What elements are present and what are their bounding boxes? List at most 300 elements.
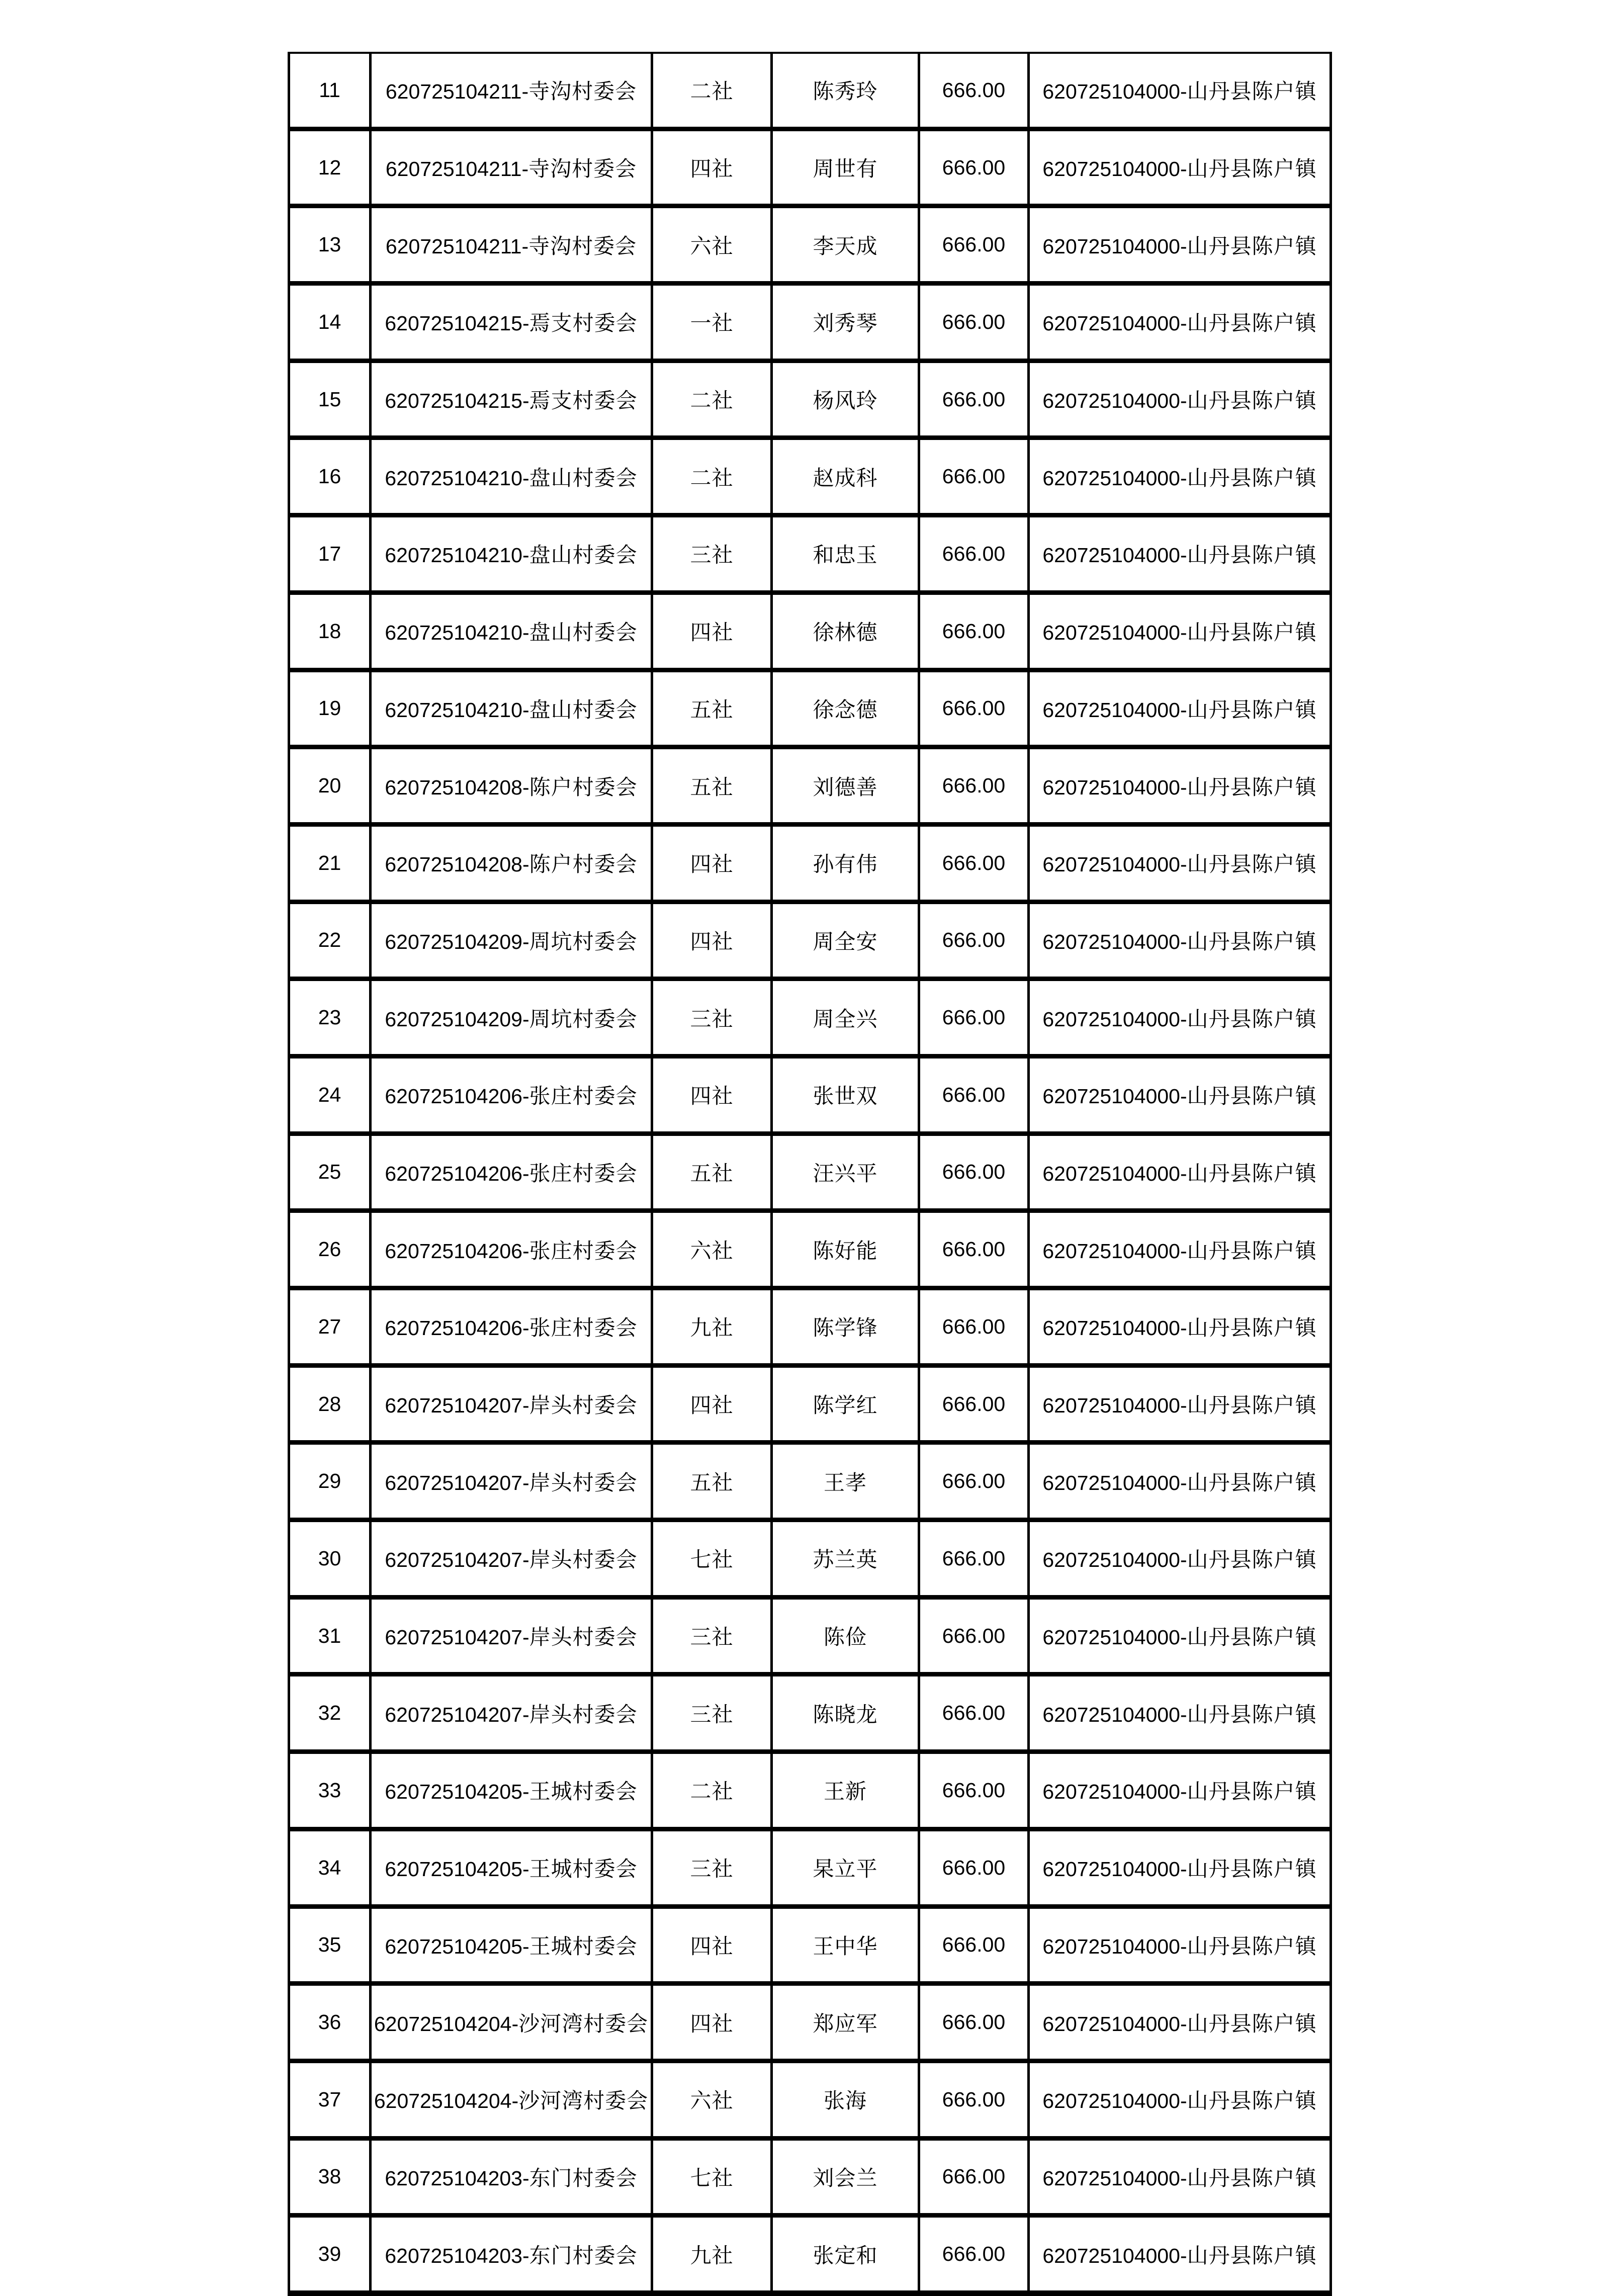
row-number: 11 — [319, 78, 340, 102]
village-cell — [371, 284, 652, 361]
town-code: 620725104000- — [1042, 1239, 1187, 1263]
person-name: 徐林德 — [813, 622, 878, 645]
village-name: 寺沟村委会 — [528, 235, 637, 258]
town-cell — [1029, 1211, 1331, 1288]
table-row — [289, 284, 1331, 361]
amount-cell — [919, 1520, 1029, 1598]
row-number-cell — [289, 361, 371, 438]
group-label: 二社 — [690, 467, 734, 490]
amount-value: 666.00 — [942, 1392, 1006, 1416]
town-code: 620725104000- — [1042, 1471, 1187, 1494]
village-cell — [371, 53, 652, 129]
village-cell — [371, 129, 652, 206]
village-cell — [371, 361, 652, 438]
table-row — [289, 515, 1331, 593]
town-cell — [1029, 1752, 1331, 1829]
person-name-cell — [772, 1520, 919, 1598]
town-cell — [1029, 1288, 1331, 1366]
village-code: 620725104215- — [385, 312, 529, 335]
village-code: 620725104211- — [385, 80, 529, 104]
row-number-cell — [289, 1829, 371, 1906]
amount-value: 666.00 — [942, 2010, 1006, 2034]
person-name-cell — [772, 53, 919, 129]
town-name: 山丹县陈户镇 — [1187, 1935, 1317, 1959]
group-cell — [652, 1906, 772, 1984]
table-row — [289, 53, 1331, 129]
person-name-cell — [772, 361, 919, 438]
group-label: 五社 — [690, 1162, 734, 1186]
village-name: 盘山村委会 — [529, 698, 638, 722]
group-label: 七社 — [690, 2167, 734, 2190]
village-name: 周坑村委会 — [529, 1008, 638, 1031]
person-name-cell — [772, 515, 919, 593]
amount-value: 666.00 — [942, 78, 1006, 102]
town-name: 山丹县陈户镇 — [1187, 544, 1317, 568]
row-number: 34 — [318, 1856, 341, 1879]
table-row — [289, 2061, 1331, 2138]
village-cell — [371, 902, 652, 979]
amount-cell — [919, 2061, 1029, 2138]
town-name: 山丹县陈户镇 — [1187, 1858, 1317, 1882]
person-name-cell — [772, 2216, 919, 2293]
town-code: 620725104000- — [1042, 2166, 1187, 2190]
row-number-cell — [289, 129, 371, 206]
town-name: 山丹县陈户镇 — [1187, 1549, 1317, 1572]
amount-cell — [919, 284, 1029, 361]
amount-cell — [919, 2216, 1029, 2293]
village-name: 岸头村委会 — [529, 1549, 638, 1572]
table-row — [289, 1674, 1331, 1752]
group-cell — [652, 515, 772, 593]
village-cell — [371, 438, 652, 515]
village-code: 620725104205- — [385, 1858, 529, 1881]
village-code: 620725104210- — [385, 544, 529, 567]
person-name: 陈学红 — [813, 1394, 878, 1418]
group-cell — [652, 1365, 772, 1443]
row-number-cell — [289, 206, 371, 284]
row-number-cell — [289, 902, 371, 979]
town-cell — [1029, 670, 1331, 747]
town-cell — [1029, 2061, 1331, 2138]
group-label: 四社 — [690, 158, 734, 182]
amount-value: 666.00 — [942, 2242, 1006, 2266]
town-cell — [1029, 2216, 1331, 2293]
group-cell — [652, 1829, 772, 1906]
row-number: 24 — [318, 1083, 341, 1106]
row-number: 35 — [318, 1933, 341, 1957]
person-name: 张定和 — [813, 2244, 878, 2268]
person-name-cell — [772, 1288, 919, 1366]
table-row — [289, 902, 1331, 979]
group-label: 四社 — [690, 1085, 734, 1109]
amount-value: 666.00 — [942, 1083, 1006, 1106]
amount-cell — [919, 361, 1029, 438]
town-code: 620725104000- — [1042, 1858, 1187, 1881]
town-name: 山丹县陈户镇 — [1187, 80, 1317, 104]
person-name-cell — [772, 1133, 919, 1211]
amount-value: 666.00 — [942, 696, 1006, 720]
town-name: 山丹县陈户镇 — [1187, 1317, 1317, 1341]
person-name-cell — [772, 1752, 919, 1829]
village-code: 620725104205- — [385, 1780, 529, 1804]
person-name: 和忠玉 — [813, 544, 878, 568]
village-name: 周坑村委会 — [529, 930, 638, 954]
person-name: 刘会兰 — [813, 2167, 878, 2190]
group-label: 六社 — [690, 235, 734, 258]
village-cell — [371, 592, 652, 670]
group-label: 六社 — [690, 1240, 734, 1263]
amount-cell — [919, 670, 1029, 747]
table-row — [289, 824, 1331, 902]
person-name: 李天成 — [813, 235, 878, 258]
town-cell — [1029, 1133, 1331, 1211]
amount-cell — [919, 2138, 1029, 2216]
table-row — [289, 1984, 1331, 2061]
village-name: 东门村委会 — [529, 2244, 638, 2268]
town-code: 620725104000- — [1042, 157, 1187, 181]
row-number: 29 — [318, 1469, 341, 1493]
village-cell — [371, 747, 652, 825]
town-cell — [1029, 747, 1331, 825]
group-cell — [652, 1443, 772, 1520]
row-number: 31 — [318, 1624, 341, 1647]
group-cell — [652, 2061, 772, 2138]
town-cell — [1029, 1674, 1331, 1752]
town-name: 山丹县陈户镇 — [1187, 158, 1317, 182]
person-name-cell — [772, 747, 919, 825]
village-name: 寺沟村委会 — [528, 158, 637, 182]
table-row — [289, 361, 1331, 438]
village-name: 陈户村委会 — [529, 853, 638, 877]
group-cell — [652, 361, 772, 438]
town-name: 山丹县陈户镇 — [1187, 1471, 1317, 1495]
table-row — [289, 2138, 1331, 2216]
person-name-cell — [772, 2138, 919, 2216]
table-row — [289, 1520, 1331, 1598]
row-number: 18 — [318, 619, 341, 643]
village-cell — [371, 979, 652, 1056]
group-label: 六社 — [690, 2090, 734, 2113]
group-label: 五社 — [690, 1471, 734, 1495]
town-code: 620725104000- — [1042, 1316, 1187, 1340]
town-code: 620725104000- — [1042, 930, 1187, 953]
row-number-cell — [289, 979, 371, 1056]
village-cell — [371, 1829, 652, 1906]
town-name: 山丹县陈户镇 — [1187, 1626, 1317, 1650]
group-cell — [652, 670, 772, 747]
group-cell — [652, 1752, 772, 1829]
village-cell — [371, 515, 652, 593]
person-name-cell — [772, 1597, 919, 1674]
person-name: 赵成科 — [813, 467, 878, 490]
row-number-cell — [289, 592, 371, 670]
person-name-cell — [772, 129, 919, 206]
table-row — [289, 1133, 1331, 1211]
table-row — [289, 129, 1331, 206]
table-row — [289, 438, 1331, 515]
town-cell — [1029, 1443, 1331, 1520]
amount-value: 666.00 — [942, 465, 1006, 488]
row-number: 17 — [318, 542, 341, 565]
town-cell — [1029, 1056, 1331, 1133]
row-number: 19 — [318, 696, 341, 720]
amount-value: 666.00 — [942, 1933, 1006, 1957]
village-code: 620725104203- — [385, 2244, 529, 2267]
village-code: 620725104215- — [385, 389, 529, 413]
group-cell — [652, 129, 772, 206]
town-name: 山丹县陈户镇 — [1187, 1394, 1317, 1418]
group-cell — [652, 824, 772, 902]
village-name: 东门村委会 — [529, 2167, 638, 2190]
amount-value: 666.00 — [942, 1469, 1006, 1493]
subsidy-table — [288, 52, 1332, 2296]
town-code: 620725104000- — [1042, 312, 1187, 335]
table-row — [289, 1365, 1331, 1443]
town-code: 620725104000- — [1042, 1548, 1187, 1572]
town-code: 620725104000- — [1042, 1703, 1187, 1726]
person-name: 王孝 — [823, 1471, 867, 1495]
town-name: 山丹县陈户镇 — [1187, 2244, 1317, 2268]
amount-cell — [919, 1906, 1029, 1984]
group-label: 二社 — [690, 80, 734, 104]
village-code: 620725104208- — [385, 775, 529, 799]
group-label: 三社 — [690, 1008, 734, 1031]
town-name: 山丹县陈户镇 — [1187, 2012, 1317, 2036]
town-code: 620725104000- — [1042, 466, 1187, 490]
group-label: 三社 — [690, 1858, 734, 1882]
village-name: 王城村委会 — [529, 1935, 638, 1959]
row-number-cell — [289, 1674, 371, 1752]
village-name: 沙河湾村委会 — [518, 2012, 649, 2036]
village-code: 620725104206- — [385, 1316, 529, 1340]
person-name: 杲立平 — [813, 1858, 878, 1882]
town-cell — [1029, 2138, 1331, 2216]
row-number: 37 — [318, 2087, 341, 2111]
row-number: 21 — [318, 851, 341, 874]
amount-cell — [919, 902, 1029, 979]
group-label: 三社 — [690, 1626, 734, 1650]
row-number: 30 — [318, 1546, 341, 1570]
row-number-cell — [289, 1288, 371, 1366]
amount-value: 666.00 — [942, 1006, 1006, 1029]
row-number: 39 — [318, 2242, 341, 2266]
group-label: 五社 — [690, 698, 734, 722]
person-name-cell — [772, 670, 919, 747]
row-number-cell — [289, 2061, 371, 2138]
amount-value: 666.00 — [942, 1546, 1006, 1570]
town-name: 山丹县陈户镇 — [1187, 312, 1317, 336]
village-code: 620725104204- — [374, 2089, 519, 2113]
group-label: 四社 — [690, 2012, 734, 2036]
village-cell — [371, 1597, 652, 1674]
amount-cell — [919, 1829, 1029, 1906]
group-label: 二社 — [690, 1781, 734, 1804]
town-name: 山丹县陈户镇 — [1187, 1162, 1317, 1186]
row-number-cell — [289, 2138, 371, 2216]
village-cell — [371, 824, 652, 902]
village-code: 620725104207- — [385, 1626, 529, 1649]
row-number-cell — [289, 53, 371, 129]
person-name-cell — [772, 1674, 919, 1752]
village-cell — [371, 1984, 652, 2061]
town-code: 620725104000- — [1042, 1007, 1187, 1031]
table-row — [289, 2216, 1331, 2293]
row-number-cell — [289, 1056, 371, 1133]
town-cell — [1029, 1365, 1331, 1443]
table-row — [289, 1906, 1331, 1984]
village-cell — [371, 1674, 652, 1752]
group-cell — [652, 206, 772, 284]
town-name: 山丹县陈户镇 — [1187, 1781, 1317, 1804]
town-code: 620725104000- — [1042, 80, 1187, 104]
town-code: 620725104000- — [1042, 544, 1187, 567]
amount-value: 666.00 — [942, 387, 1006, 411]
town-code: 620725104000- — [1042, 621, 1187, 645]
village-cell — [371, 1520, 652, 1598]
person-name-cell — [772, 438, 919, 515]
amount-cell — [919, 1443, 1029, 1520]
person-name-cell — [772, 824, 919, 902]
village-code: 620725104210- — [385, 621, 529, 645]
row-number: 33 — [318, 1778, 341, 1802]
town-name: 山丹县陈户镇 — [1187, 2090, 1317, 2113]
town-code: 620725104000- — [1042, 1780, 1187, 1804]
amount-value: 666.00 — [942, 310, 1006, 333]
table-row — [289, 1288, 1331, 1366]
town-name: 山丹县陈户镇 — [1187, 467, 1317, 490]
town-cell — [1029, 129, 1331, 206]
town-code: 620725104000- — [1042, 1394, 1187, 1418]
group-cell — [652, 1288, 772, 1366]
group-cell — [652, 1674, 772, 1752]
village-code: 620725104207- — [385, 1703, 529, 1726]
row-number: 14 — [318, 310, 341, 333]
row-number: 28 — [318, 1392, 341, 1416]
village-name: 盘山村委会 — [529, 467, 638, 490]
table-row — [289, 1829, 1331, 1906]
table-row — [289, 1443, 1331, 1520]
village-name: 岸头村委会 — [529, 1394, 638, 1418]
town-name: 山丹县陈户镇 — [1187, 2167, 1317, 2190]
group-label: 五社 — [690, 776, 734, 800]
town-cell — [1029, 979, 1331, 1056]
village-cell — [371, 1443, 652, 1520]
row-number: 20 — [318, 774, 341, 798]
row-number: 12 — [318, 155, 341, 179]
person-name: 郑应军 — [813, 2012, 878, 2036]
group-label: 七社 — [690, 1549, 734, 1572]
town-name: 山丹县陈户镇 — [1187, 235, 1317, 258]
village-code: 620725104210- — [385, 698, 529, 722]
amount-value: 666.00 — [942, 155, 1006, 179]
village-code: 620725104207- — [385, 1394, 529, 1418]
person-name: 陈好能 — [813, 1240, 878, 1263]
town-name: 山丹县陈户镇 — [1187, 1008, 1317, 1031]
town-cell — [1029, 1520, 1331, 1598]
village-name: 陈户村委会 — [529, 776, 638, 800]
person-name-cell — [772, 1365, 919, 1443]
amount-cell — [919, 129, 1029, 206]
person-name-cell — [772, 979, 919, 1056]
table-row — [289, 670, 1331, 747]
person-name-cell — [772, 1211, 919, 1288]
person-name: 陈学锋 — [813, 1317, 878, 1341]
row-number-cell — [289, 824, 371, 902]
village-code: 620725104206- — [385, 1162, 529, 1185]
row-number-cell — [289, 670, 371, 747]
group-cell — [652, 284, 772, 361]
row-number-cell — [289, 1984, 371, 2061]
village-code: 620725104210- — [385, 466, 529, 490]
amount-value: 666.00 — [942, 2087, 1006, 2111]
town-code: 620725104000- — [1042, 1626, 1187, 1649]
person-name-cell — [772, 1906, 919, 1984]
person-name: 苏兰英 — [813, 1549, 878, 1572]
village-cell — [371, 1906, 652, 1984]
amount-value: 666.00 — [942, 542, 1006, 565]
village-name: 王城村委会 — [529, 1858, 638, 1882]
person-name: 陈晓龙 — [813, 1703, 878, 1727]
group-label: 三社 — [690, 544, 734, 568]
amount-cell — [919, 206, 1029, 284]
village-code: 620725104207- — [385, 1548, 529, 1572]
town-code: 620725104000- — [1042, 1934, 1187, 1958]
town-code: 620725104000- — [1042, 698, 1187, 722]
village-cell — [371, 2061, 652, 2138]
town-name: 山丹县陈户镇 — [1187, 1703, 1317, 1727]
person-name-cell — [772, 902, 919, 979]
group-label: 四社 — [690, 853, 734, 877]
table-row — [289, 206, 1331, 284]
amount-cell — [919, 1365, 1029, 1443]
group-label: 四社 — [690, 1935, 734, 1959]
town-cell — [1029, 1829, 1331, 1906]
amount-cell — [919, 1056, 1029, 1133]
row-number: 25 — [318, 1160, 341, 1184]
group-cell — [652, 1984, 772, 2061]
person-name: 陈俭 — [823, 1626, 867, 1650]
row-number: 22 — [318, 928, 341, 952]
amount-value: 666.00 — [942, 1856, 1006, 1879]
town-cell — [1029, 902, 1331, 979]
amount-value: 666.00 — [942, 1778, 1006, 1802]
group-label: 二社 — [690, 390, 734, 413]
row-number-cell — [289, 1906, 371, 1984]
row-number-cell — [289, 747, 371, 825]
row-number-cell — [289, 1752, 371, 1829]
person-name: 刘秀琴 — [813, 312, 878, 336]
village-code: 620725104209- — [385, 1007, 529, 1031]
person-name: 张海 — [823, 2090, 867, 2113]
amount-cell — [919, 1597, 1029, 1674]
town-name: 山丹县陈户镇 — [1187, 390, 1317, 413]
town-cell — [1029, 1984, 1331, 2061]
person-name: 王中华 — [813, 1935, 878, 1959]
row-number: 15 — [318, 387, 341, 411]
amount-value: 666.00 — [942, 1701, 1006, 1725]
village-name: 焉支村委会 — [529, 390, 638, 413]
person-name-cell — [772, 284, 919, 361]
amount-cell — [919, 1211, 1029, 1288]
person-name: 周全兴 — [813, 1008, 878, 1031]
group-cell — [652, 1520, 772, 1598]
village-cell — [371, 1056, 652, 1133]
amount-cell — [919, 438, 1029, 515]
person-name: 徐念德 — [813, 698, 878, 722]
village-cell — [371, 1288, 652, 1366]
town-name: 山丹县陈户镇 — [1187, 1085, 1317, 1109]
row-number: 26 — [318, 1238, 341, 1261]
